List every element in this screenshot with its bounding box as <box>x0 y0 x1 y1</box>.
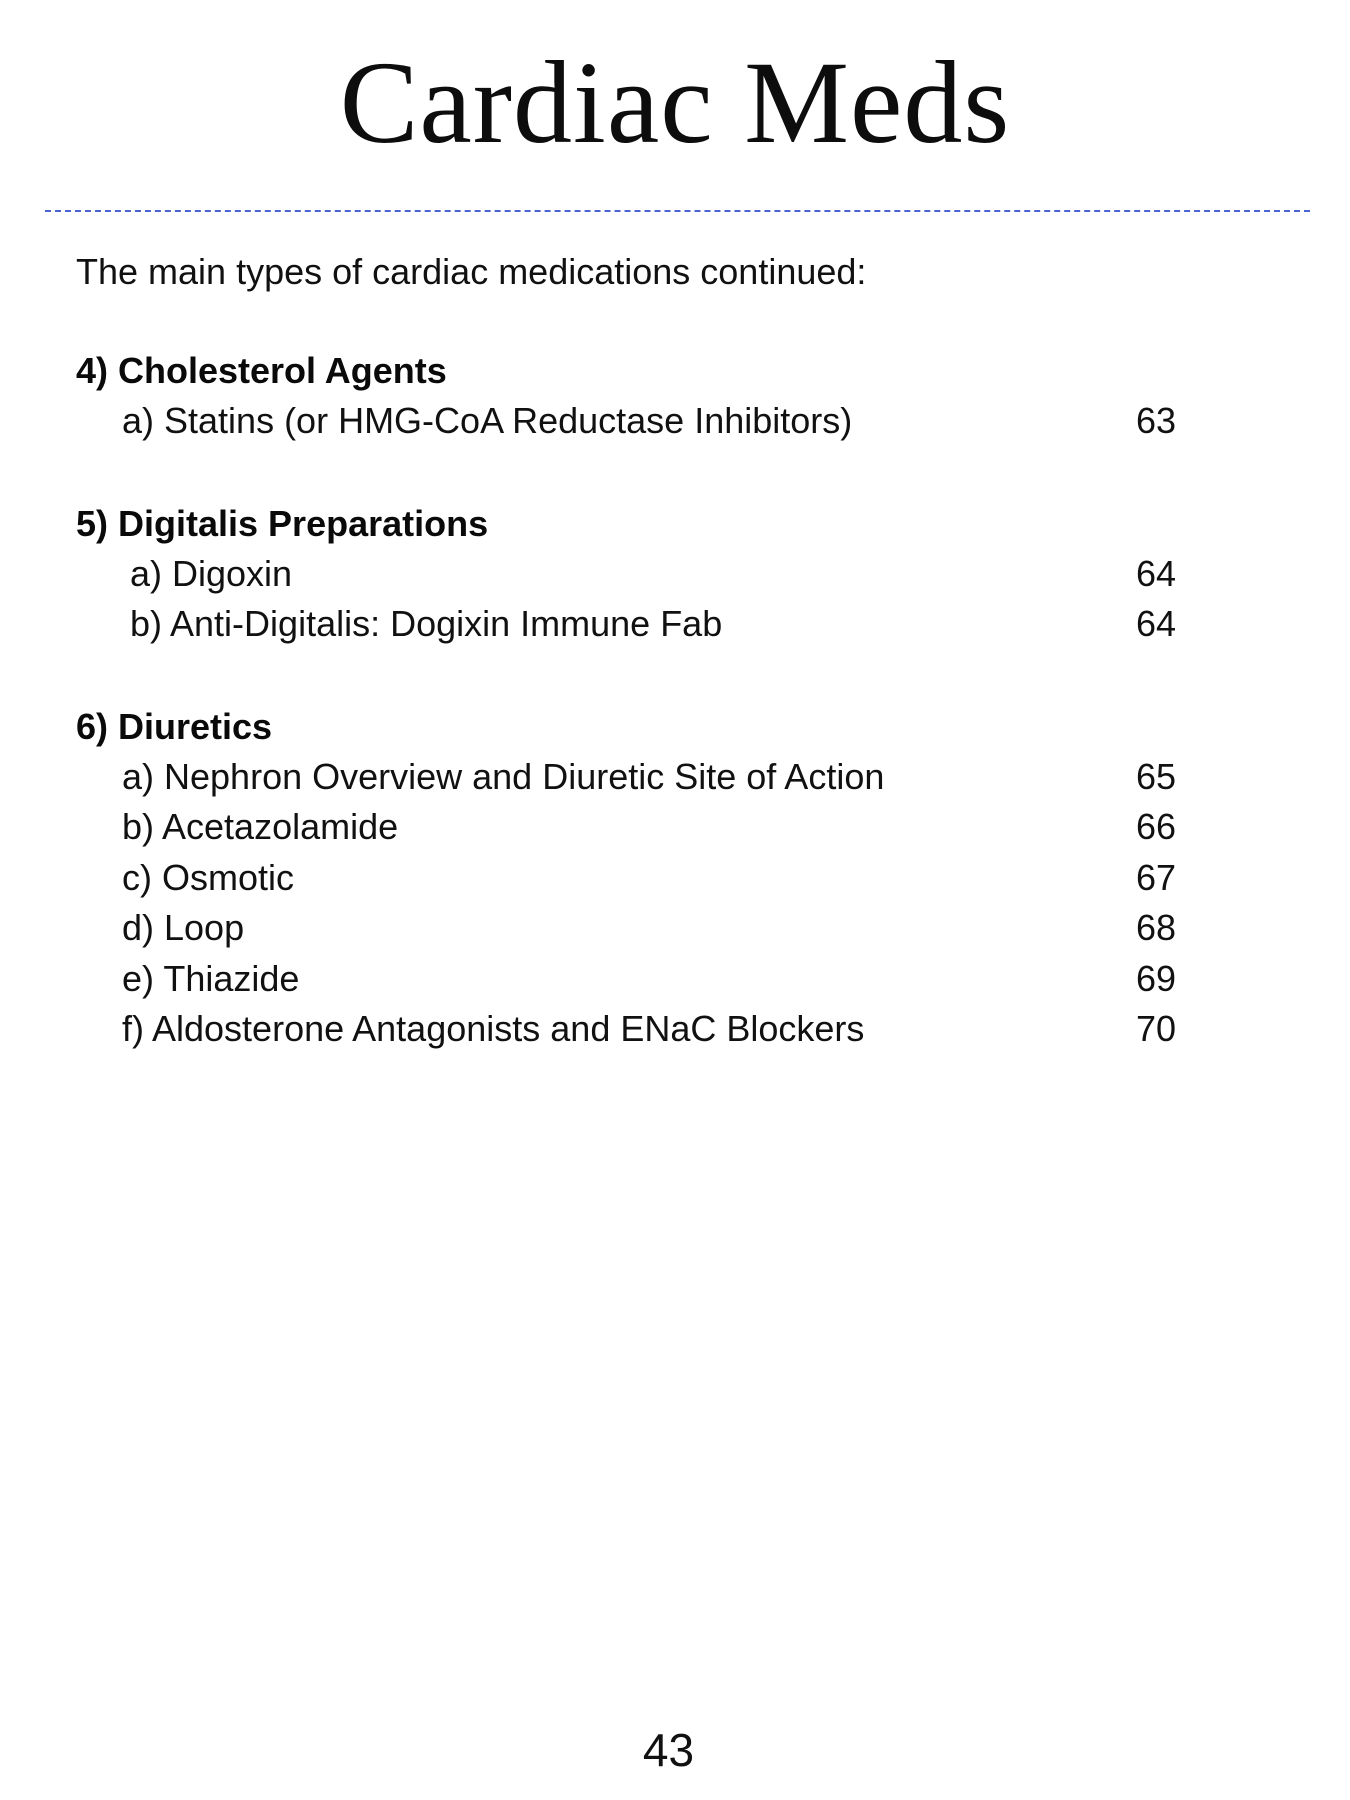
page-title: Cardiac Meds <box>339 37 1011 168</box>
toc-entry-label: b) Acetazolamide <box>122 806 399 847</box>
dashed-divider <box>45 210 1310 212</box>
toc-section-cholesterol-agents <box>76 346 1176 447</box>
toc-entry-page: 67 <box>1135 856 1176 898</box>
toc-entry-label: f) Aldosterone Antagonists and ENaC Blockers <box>122 1008 865 1049</box>
toc-entry[interactable] <box>76 903 1176 954</box>
toc-entry[interactable] <box>76 396 1176 447</box>
toc-entry-page: 63 <box>1135 400 1176 441</box>
toc-entry-label: d) Loop <box>122 907 245 948</box>
toc-entry-page: 65 <box>1135 755 1176 797</box>
toc-entry[interactable] <box>76 752 1176 803</box>
toc-entry[interactable] <box>76 549 1176 600</box>
toc-entry-label: e) Thiazide <box>122 957 300 999</box>
toc-entry[interactable] <box>76 599 1176 650</box>
toc-entry-label: a) Digoxin <box>130 552 293 594</box>
toc-entry-label: a) Nephron Overview and Diuretic Site of Action <box>122 755 885 797</box>
toc-entry-label: a) Statins (or HMG-CoA Reductase Inhibitors) <box>122 400 853 441</box>
toc-entry-page: 66 <box>1135 806 1176 847</box>
toc-entry[interactable] <box>76 954 1176 1005</box>
section-heading: 5) Digitalis Preparations <box>76 502 489 544</box>
section-heading: 4) Cholesterol Agents <box>76 350 447 391</box>
toc-entry-label: c) Osmotic <box>122 856 295 898</box>
toc-entry[interactable] <box>76 1004 1176 1055</box>
toc-entry-page: 69 <box>1135 957 1176 999</box>
toc-entry-page: 64 <box>1135 552 1176 594</box>
table-of-contents <box>76 346 1176 1107</box>
toc-entry-page: 70 <box>1135 1008 1176 1049</box>
toc-section-diuretics <box>76 702 1176 1055</box>
toc-entry[interactable] <box>76 802 1176 853</box>
intro-text: The main types of cardiac medications continued: <box>76 251 867 292</box>
page-number: 43 <box>642 1724 695 1776</box>
toc-entry[interactable] <box>76 853 1176 904</box>
section-heading: 6) Diuretics <box>76 705 273 747</box>
toc-entry-page: 64 <box>1135 603 1176 644</box>
toc-section-digitalis-preparations <box>76 499 1176 650</box>
toc-entry-page: 68 <box>1135 907 1176 948</box>
toc-entry-label: b) Anti-Digitalis: Dogixin Immune Fab <box>130 603 723 644</box>
